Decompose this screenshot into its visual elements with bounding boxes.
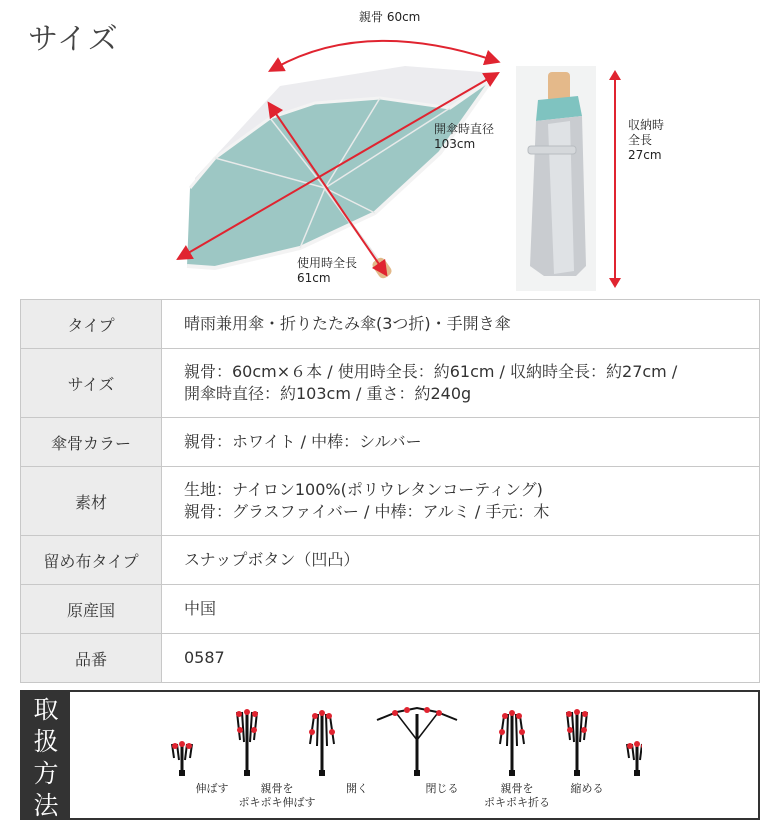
spec-key: タイプ — [21, 300, 162, 349]
step-icon-fold-ribs — [566, 709, 588, 776]
spec-table — [20, 299, 760, 683]
spec-value: 親骨：ホワイト / 中棒：シルバー — [162, 418, 760, 467]
spec-value: スナップボタン（凹凸） — [162, 536, 760, 585]
stored-length-label: 収納時 全長 27cm — [628, 118, 665, 162]
table-row — [21, 585, 760, 634]
table-row — [21, 300, 760, 349]
spec-key: 品番 — [21, 634, 162, 683]
table-row — [21, 536, 760, 585]
step-label: 親骨を ポキポキ伸ばす — [238, 782, 316, 809]
spec-value: 晴雨兼用傘・折りたたみ傘(3つ折)・手開き傘 — [162, 300, 760, 349]
step-icon-close — [499, 710, 525, 776]
spec-key: 留め布タイプ — [21, 536, 162, 585]
total-length-label: 使用時全長 61cm — [297, 256, 358, 285]
spec-value: 親骨：60cm×６本 / 使用時全長：約61cm / 収納時全長：約27cm / 開傘時直径：約103cm / 重さ：約240g — [162, 349, 760, 418]
step-label: 縮める — [570, 782, 604, 795]
open-diameter-label: 開傘時直径 103cm — [434, 122, 495, 151]
howto-heading: 取 扱 方 法 — [22, 692, 70, 818]
spec-key: 傘骨カラー — [21, 418, 162, 467]
page-title: サイズ — [28, 22, 119, 57]
step-label: 親骨を ポキポキ折る — [484, 782, 550, 809]
spec-key: 原産国 — [21, 585, 162, 634]
table-row — [21, 467, 760, 536]
step-icon-shrink — [627, 741, 642, 776]
howto-diagram — [162, 700, 642, 780]
table-row — [21, 418, 760, 467]
rib-arrow — [275, 41, 493, 68]
folded-umbrella-illustration — [516, 66, 596, 291]
step-icon-unfold-ribs — [236, 709, 258, 776]
step-label: 開く — [346, 782, 368, 795]
spec-value: 中国 — [162, 585, 760, 634]
howto-panel — [20, 690, 760, 820]
stored-length-arrow — [606, 70, 624, 288]
step-label: 伸ばす — [195, 782, 229, 795]
spec-value: 0587 — [162, 634, 760, 683]
spec-value: 生地：ナイロン100%(ポリウレタンコーティング) 親骨：グラスファイバー / 中棒：アルミ / 手元：木 — [162, 467, 760, 536]
rib-length-label: 親骨 60cm — [359, 10, 421, 24]
table-row — [21, 349, 760, 418]
step-label: 閉じる — [425, 782, 459, 795]
table-row — [21, 634, 760, 683]
spec-key: 素材 — [21, 467, 162, 536]
step-icon-open — [377, 707, 457, 776]
step-icon-extend — [172, 741, 192, 776]
step-icon-partial-open — [309, 710, 335, 776]
spec-key: サイズ — [21, 349, 162, 418]
